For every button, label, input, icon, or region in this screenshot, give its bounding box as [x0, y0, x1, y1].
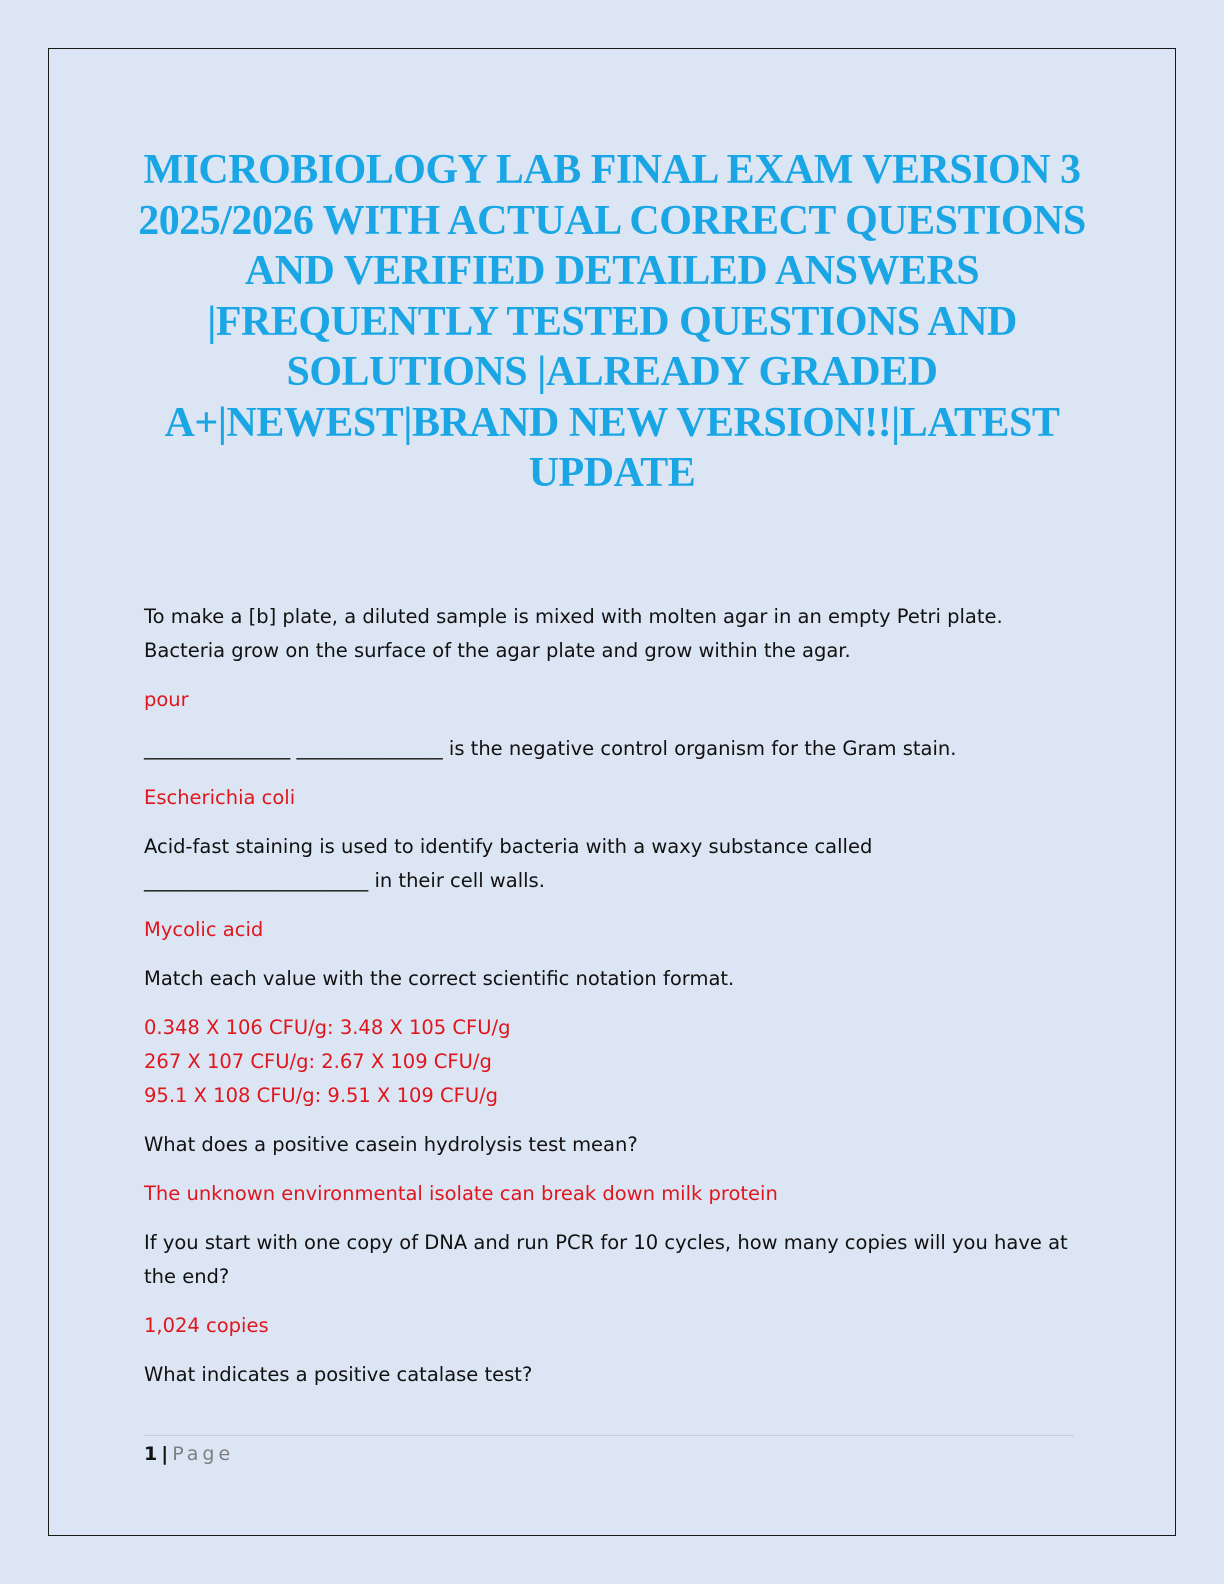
- answer-5: The unknown environmental isolate can break down milk protein: [144, 1182, 778, 1205]
- document-body: [144, 600, 1084, 1407]
- answer-2: Escherichia coli: [144, 786, 296, 809]
- document-title: MICROBIOLOGY LAB FINAL EXAM VERSION 3 2025/2026 WITH ACTUAL CORRECT QUESTIONS AND VERIFIED DETAILED ANSWERS |FREQUENTLY TESTED QUESTIONS AND SOLUTIONS |ALREADY GRADED A+|NEWEST|BRAND NEW VERSION!!|LATEST UPDATE: [138, 147, 1086, 496]
- answer-4-line-2: 267 X 107 CFU/g: 2.67 X 109 CFU/g: [144, 1050, 492, 1073]
- answer-6: 1,024 copies: [144, 1314, 269, 1337]
- page-footer: [144, 1440, 234, 1468]
- question-5: What does a positive casein hydrolysis test mean?: [144, 1133, 638, 1156]
- question-3: Acid-fast staining is used to identify bacteria with a waxy substance called _______________________ in their cell walls.: [144, 835, 873, 892]
- question-4: Match each value with the correct scientific notation format.: [144, 967, 735, 990]
- answer-1: pour: [144, 688, 189, 711]
- footer-divider: [144, 1435, 1074, 1436]
- answer-4: [144, 1011, 1084, 1113]
- answer-3: Mycolic acid: [144, 918, 264, 941]
- footer-separator: |: [161, 1443, 169, 1465]
- page-number: 1: [144, 1443, 158, 1465]
- answer-4-line-3: 95.1 X 108 CFU/g: 9.51 X 109 CFU/g: [144, 1084, 499, 1107]
- question-7: What indicates a positive catalase test?: [144, 1363, 533, 1386]
- question-2: _______________ _______________ is the negative control organism for the Gram stain.: [144, 737, 957, 760]
- question-6: If you start with one copy of DNA and run PCR for 10 cycles, how many copies will you have at the end?: [144, 1231, 1068, 1288]
- page-label: Page: [172, 1443, 235, 1465]
- question-1: To make a [b] plate, a diluted sample is mixed with molten agar in an empty Petri plate. Bacteria grow on the surface of the agar plate and grow within the agar.: [144, 605, 1003, 662]
- answer-4-line-1: 0.348 X 106 CFU/g: 3.48 X 105 CFU/g: [144, 1016, 511, 1039]
